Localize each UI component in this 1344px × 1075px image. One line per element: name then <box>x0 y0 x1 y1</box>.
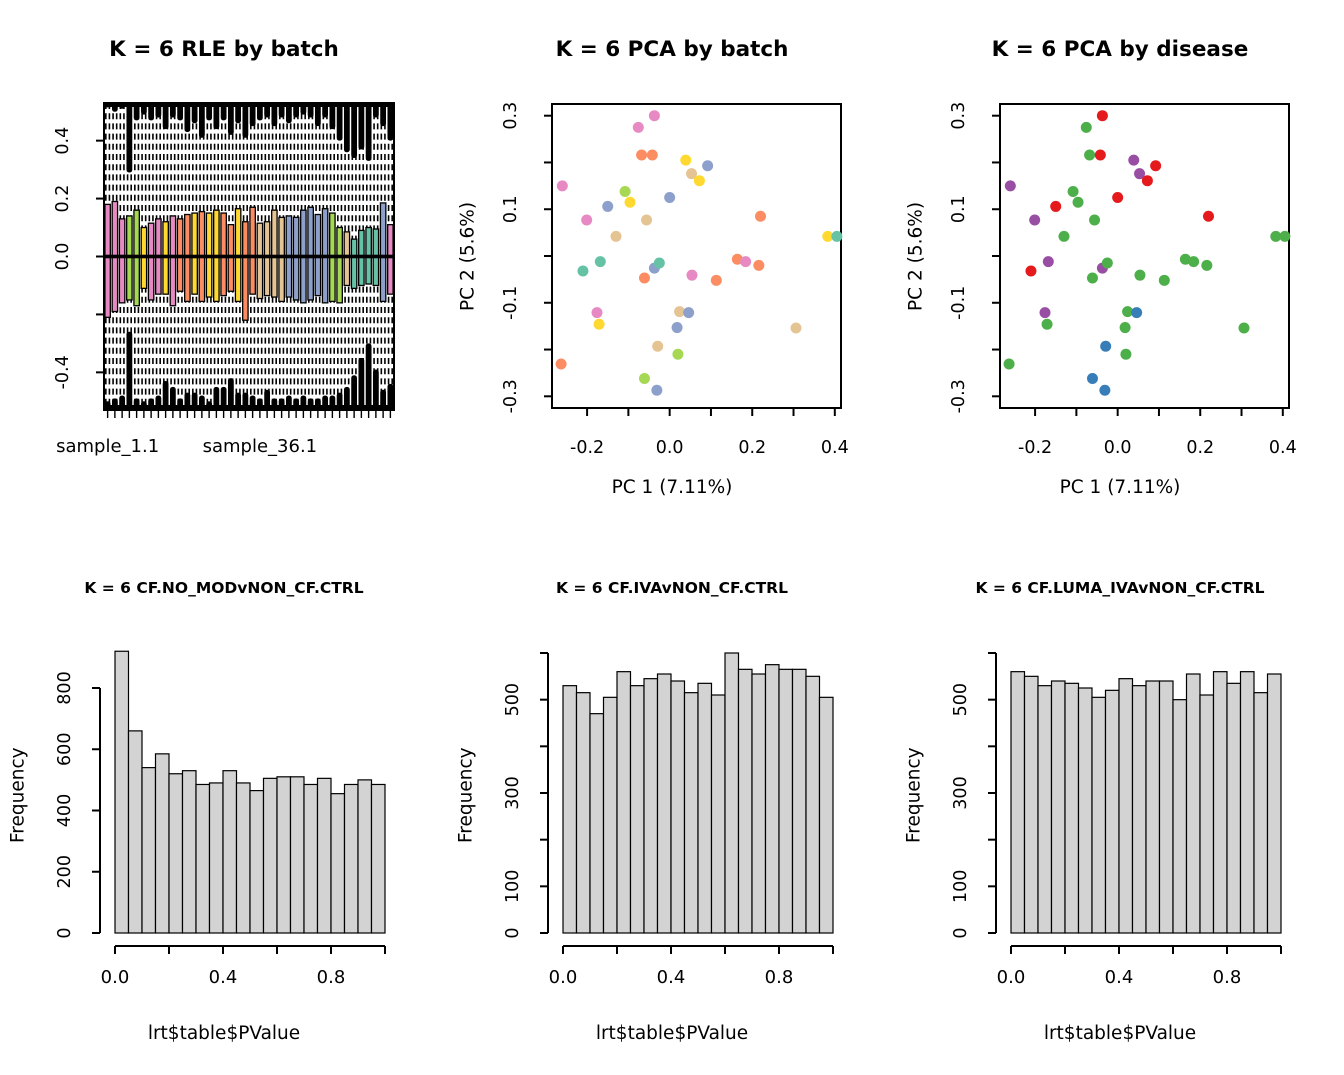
svg-text:0.0: 0.0 <box>53 242 73 271</box>
panel-title: K = 6 CF.IVAvNON_CF.CTRL <box>555 579 788 597</box>
svg-text:0.2: 0.2 <box>738 438 767 458</box>
svg-text:-0.3: -0.3 <box>501 379 521 414</box>
svg-text:500: 500 <box>951 682 971 717</box>
svg-text:300: 300 <box>503 776 523 810</box>
svg-text:0.8: 0.8 <box>316 967 346 988</box>
svg-text:-0.3: -0.3 <box>949 379 969 414</box>
svg-text:0.1: 0.1 <box>949 195 969 224</box>
svg-text:0: 0 <box>951 927 971 939</box>
svg-text:0.0: 0.0 <box>548 967 578 988</box>
panel-hist-iva <box>448 537 896 1075</box>
svg-text:0.4: 0.4 <box>208 967 238 988</box>
svg-text:100: 100 <box>951 869 971 904</box>
x-axis-label: PC 1 (7.11%) <box>1059 477 1181 498</box>
pca-batch-scatter <box>448 0 896 537</box>
svg-text:300: 300 <box>951 776 971 810</box>
svg-text:0.4: 0.4 <box>1268 438 1297 458</box>
svg-text:0: 0 <box>55 927 75 939</box>
pca-disease-scatter <box>896 0 1344 537</box>
svg-text:500: 500 <box>503 682 523 717</box>
svg-text:0.4: 0.4 <box>1104 967 1134 988</box>
svg-text:sample_36.1: sample_36.1 <box>202 436 318 457</box>
svg-text:600: 600 <box>55 732 75 766</box>
svg-text:200: 200 <box>55 855 75 889</box>
y-axis-label: PC 2 (5.6%) <box>905 201 927 311</box>
svg-text:0.8: 0.8 <box>1212 967 1242 988</box>
svg-text:-0.4: -0.4 <box>53 355 73 390</box>
x-axis-label: lrt$table$PValue <box>1043 1023 1197 1044</box>
panel-rle-by-batch <box>0 0 448 537</box>
panel-hist-luma-iva <box>896 537 1344 1075</box>
svg-text:0.1: 0.1 <box>501 195 521 224</box>
panel-pca-by-batch <box>448 0 896 537</box>
svg-text:0.3: 0.3 <box>501 101 521 130</box>
svg-text:0.4: 0.4 <box>656 967 686 988</box>
svg-text:sample_1.1: sample_1.1 <box>56 436 160 457</box>
svg-text:0.0: 0.0 <box>655 438 684 458</box>
y-axis-label: Frequency <box>7 747 29 843</box>
x-axis-label: lrt$table$PValue <box>147 1023 301 1044</box>
svg-text:0.0: 0.0 <box>100 967 130 988</box>
svg-text:0.2: 0.2 <box>53 184 73 213</box>
panel-pca-by-disease <box>896 0 1344 537</box>
svg-text:0.0: 0.0 <box>996 967 1026 988</box>
y-axis-label: PC 2 (5.6%) <box>457 201 479 311</box>
panel-title: K = 6 CF.NO_MODvNON_CF.CTRL <box>84 579 364 597</box>
svg-text:-0.1: -0.1 <box>949 285 969 320</box>
panel-title: K = 6 PCA by batch <box>555 37 789 62</box>
rle-boxplot <box>0 0 448 537</box>
panel-title: K = 6 PCA by disease <box>991 37 1249 62</box>
svg-text:-0.2: -0.2 <box>570 438 605 458</box>
svg-text:100: 100 <box>503 869 523 904</box>
svg-text:0.2: 0.2 <box>1186 438 1215 458</box>
y-axis-label: Frequency <box>455 747 477 843</box>
y-axis-label: Frequency <box>903 747 925 843</box>
panel-title: K = 6 RLE by batch <box>109 37 339 62</box>
svg-text:800: 800 <box>55 671 75 705</box>
panel-hist-no-mod <box>0 537 448 1075</box>
svg-text:0.0: 0.0 <box>1103 438 1132 458</box>
pvalue-histogram <box>896 537 1344 1075</box>
svg-text:0: 0 <box>503 927 523 939</box>
x-axis-label: lrt$table$PValue <box>595 1023 749 1044</box>
x-axis-label: PC 1 (7.11%) <box>611 477 733 498</box>
svg-text:400: 400 <box>55 793 75 828</box>
svg-text:0.8: 0.8 <box>764 967 794 988</box>
panel-title: K = 6 CF.LUMA_IVAvNON_CF.CTRL <box>975 579 1265 597</box>
svg-text:-0.1: -0.1 <box>501 285 521 320</box>
svg-text:0.4: 0.4 <box>53 126 73 155</box>
svg-text:-0.2: -0.2 <box>1018 438 1053 458</box>
svg-text:0.4: 0.4 <box>820 438 849 458</box>
svg-text:0.3: 0.3 <box>949 101 969 130</box>
pvalue-histogram <box>0 537 448 1075</box>
pvalue-histogram <box>448 537 896 1075</box>
